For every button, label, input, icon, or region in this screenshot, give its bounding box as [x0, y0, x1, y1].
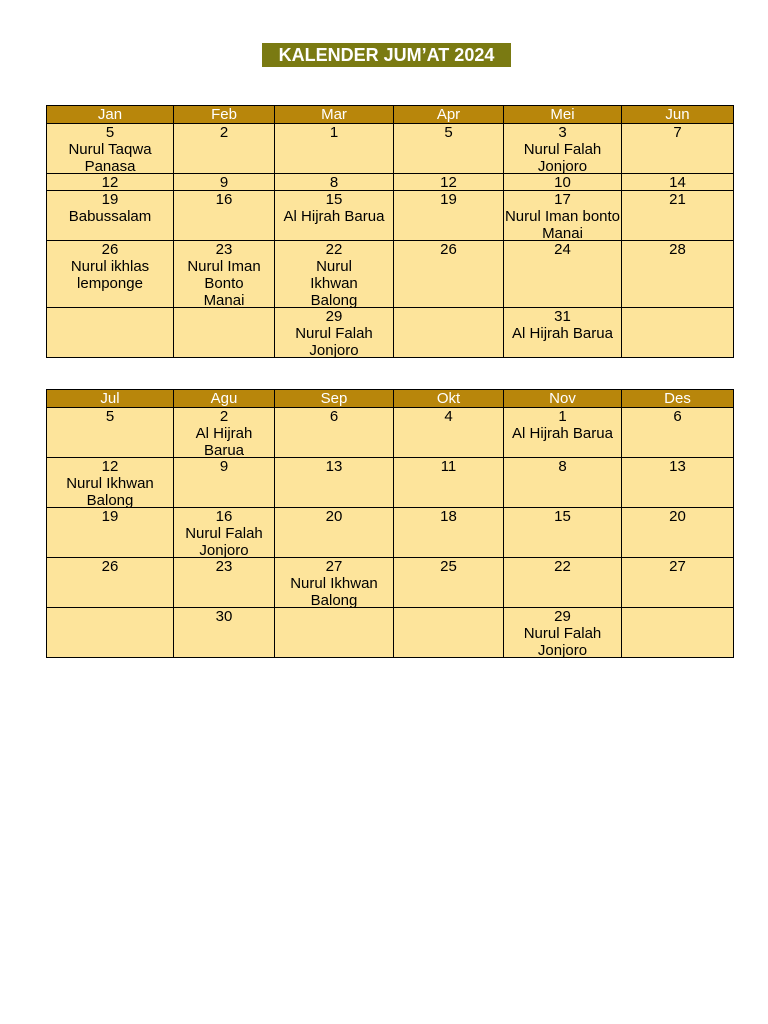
- week-row: [47, 174, 734, 191]
- day-number: 15: [554, 508, 571, 525]
- mosque-name: Nurul ikhlas lemponge: [70, 258, 150, 292]
- date-cell: [47, 308, 174, 358]
- date-cell: [622, 191, 734, 241]
- day-number: 7: [673, 124, 682, 141]
- day-number: 8: [558, 458, 567, 475]
- day-number: 16: [215, 191, 233, 208]
- month-header: Mei: [504, 106, 622, 124]
- mosque-name: Nurul Ikhwan Balong: [66, 475, 154, 507]
- mosque-name: Nurul Falah Jonjoro: [523, 625, 602, 657]
- month-header: Nov: [504, 390, 622, 408]
- month-header-row: [47, 390, 734, 408]
- mosque-name: Nurul Ikhwan Balong: [290, 575, 378, 607]
- date-cell: [275, 608, 394, 658]
- mosque-name: Nurul Iman bonto Manai: [504, 208, 621, 240]
- mosque-name: Nurul Falah Jonjoro: [523, 141, 602, 173]
- mosque-name: Al Hijrah Barua: [195, 425, 253, 457]
- date-cell: [504, 191, 622, 241]
- date-cell: [622, 308, 734, 358]
- month-header: Agu: [174, 390, 275, 408]
- date-cell: [174, 191, 275, 241]
- date-cell: [174, 124, 275, 174]
- date-cell: [275, 191, 394, 241]
- date-cell: [622, 124, 734, 174]
- date-cell: [394, 174, 504, 191]
- day-number: 16: [215, 508, 233, 525]
- day-number: 19: [101, 191, 119, 208]
- date-cell: [47, 174, 174, 191]
- date-cell: [47, 408, 174, 458]
- day-number: 23: [215, 558, 233, 575]
- month-header: Jul: [47, 390, 174, 408]
- date-cell: [504, 558, 622, 608]
- date-cell: [622, 408, 734, 458]
- month-header: Feb: [174, 106, 275, 124]
- day-number: 1: [329, 124, 339, 141]
- day-number: 5: [105, 124, 115, 141]
- day-number: 5: [444, 124, 453, 141]
- calendar-table-jan-jun: [46, 105, 734, 358]
- date-cell: [504, 174, 622, 191]
- calendar-table-jul-des: [46, 389, 734, 658]
- day-number: 12: [440, 174, 457, 190]
- date-cell: [394, 241, 504, 308]
- month-header: Des: [622, 390, 734, 408]
- day-number: 17: [554, 191, 571, 208]
- mosque-name: Al Hijrah Barua: [283, 208, 385, 225]
- date-cell: [394, 191, 504, 241]
- week-row: [47, 508, 734, 558]
- month-header: Okt: [394, 390, 504, 408]
- date-cell: [504, 408, 622, 458]
- date-cell: [174, 174, 275, 191]
- date-cell: [504, 308, 622, 358]
- date-cell: [275, 558, 394, 608]
- date-cell: [47, 124, 174, 174]
- date-cell: [275, 174, 394, 191]
- date-cell: [504, 508, 622, 558]
- day-number: 13: [669, 458, 686, 475]
- month-header: Mar: [275, 106, 394, 124]
- day-number: 24: [554, 241, 571, 258]
- mosque-name: Nurul Falah Jonjoro: [185, 525, 263, 557]
- date-cell: [47, 241, 174, 308]
- day-number: 21: [669, 191, 686, 208]
- day-number: 18: [440, 508, 457, 525]
- date-cell: [174, 308, 275, 358]
- week-row: [47, 458, 734, 508]
- date-cell: [504, 124, 622, 174]
- day-number: 31: [554, 308, 571, 325]
- day-number: 9: [219, 458, 229, 475]
- day-number: 29: [554, 608, 571, 625]
- week-row: [47, 608, 734, 658]
- date-cell: [504, 458, 622, 508]
- date-cell: [622, 241, 734, 308]
- day-number: 12: [101, 458, 119, 475]
- day-number: 9: [219, 174, 229, 190]
- date-cell: [47, 508, 174, 558]
- date-cell: [622, 174, 734, 191]
- date-cell: [394, 458, 504, 508]
- mosque-name: Al Hijrah Barua: [512, 325, 613, 342]
- day-number: 2: [219, 408, 229, 425]
- week-row: [47, 191, 734, 241]
- week-row: [47, 308, 734, 358]
- day-number: 26: [101, 558, 119, 575]
- day-number: 2: [219, 124, 229, 141]
- day-number: 26: [440, 241, 457, 258]
- date-cell: [622, 558, 734, 608]
- date-cell: [275, 408, 394, 458]
- day-number: 8: [329, 174, 339, 190]
- date-cell: [174, 408, 275, 458]
- date-cell: [47, 191, 174, 241]
- day-number: 29: [325, 308, 343, 325]
- date-cell: [504, 241, 622, 308]
- date-cell: [622, 608, 734, 658]
- day-number: 4: [444, 408, 453, 425]
- page-title: KALENDER JUM’AT 2024: [262, 43, 511, 67]
- date-cell: [394, 408, 504, 458]
- mosque-name: Nurul Ikhwan Balong: [310, 258, 358, 307]
- mosque-name: Babussalam: [68, 208, 152, 225]
- date-cell: [275, 508, 394, 558]
- month-header: Sep: [275, 390, 394, 408]
- day-number: 22: [325, 241, 343, 258]
- day-number: 14: [669, 174, 686, 190]
- day-number: 13: [325, 458, 343, 475]
- date-cell: [174, 558, 275, 608]
- date-cell: [47, 458, 174, 508]
- day-number: 28: [669, 241, 686, 258]
- week-row: [47, 241, 734, 308]
- date-cell: [394, 558, 504, 608]
- date-cell: [622, 508, 734, 558]
- day-number: 26: [101, 241, 119, 258]
- day-number: 19: [440, 191, 457, 208]
- month-header-row: [47, 106, 734, 124]
- day-number: 23: [215, 241, 233, 258]
- week-row: [47, 408, 734, 458]
- date-cell: [394, 308, 504, 358]
- mosque-name: Al Hijrah Barua: [512, 425, 613, 442]
- day-number: 22: [554, 558, 571, 575]
- day-number: 6: [673, 408, 682, 425]
- week-row: [47, 558, 734, 608]
- day-number: 27: [325, 558, 343, 575]
- day-number: 20: [325, 508, 343, 525]
- date-cell: [47, 558, 174, 608]
- day-number: 19: [101, 508, 119, 525]
- week-row: [47, 124, 734, 174]
- date-cell: [622, 458, 734, 508]
- date-cell: [174, 608, 275, 658]
- day-number: 5: [105, 408, 115, 425]
- day-number: 30: [215, 608, 233, 625]
- day-number: 11: [440, 458, 457, 475]
- month-header: Jun: [622, 106, 734, 124]
- date-cell: [275, 458, 394, 508]
- date-cell: [504, 608, 622, 658]
- date-cell: [394, 508, 504, 558]
- mosque-name: Nurul Falah Jonjoro: [295, 325, 373, 357]
- date-cell: [275, 241, 394, 308]
- month-header: Apr: [394, 106, 504, 124]
- date-cell: [275, 308, 394, 358]
- day-number: 15: [325, 191, 343, 208]
- date-cell: [394, 124, 504, 174]
- day-number: 10: [554, 174, 571, 190]
- mosque-name: Nurul Taqwa Panasa: [68, 141, 152, 173]
- day-number: 27: [669, 558, 686, 575]
- day-number: 1: [558, 408, 567, 425]
- day-number: 12: [101, 174, 119, 190]
- month-header: Jan: [47, 106, 174, 124]
- day-number: 20: [669, 508, 686, 525]
- date-cell: [174, 458, 275, 508]
- date-cell: [47, 608, 174, 658]
- date-cell: [174, 508, 275, 558]
- date-cell: [275, 124, 394, 174]
- day-number: 3: [558, 124, 567, 141]
- date-cell: [174, 241, 275, 308]
- day-number: 6: [329, 408, 339, 425]
- date-cell: [394, 608, 504, 658]
- mosque-name: Nurul Iman Bonto Manai: [187, 258, 261, 307]
- day-number: 25: [440, 558, 457, 575]
